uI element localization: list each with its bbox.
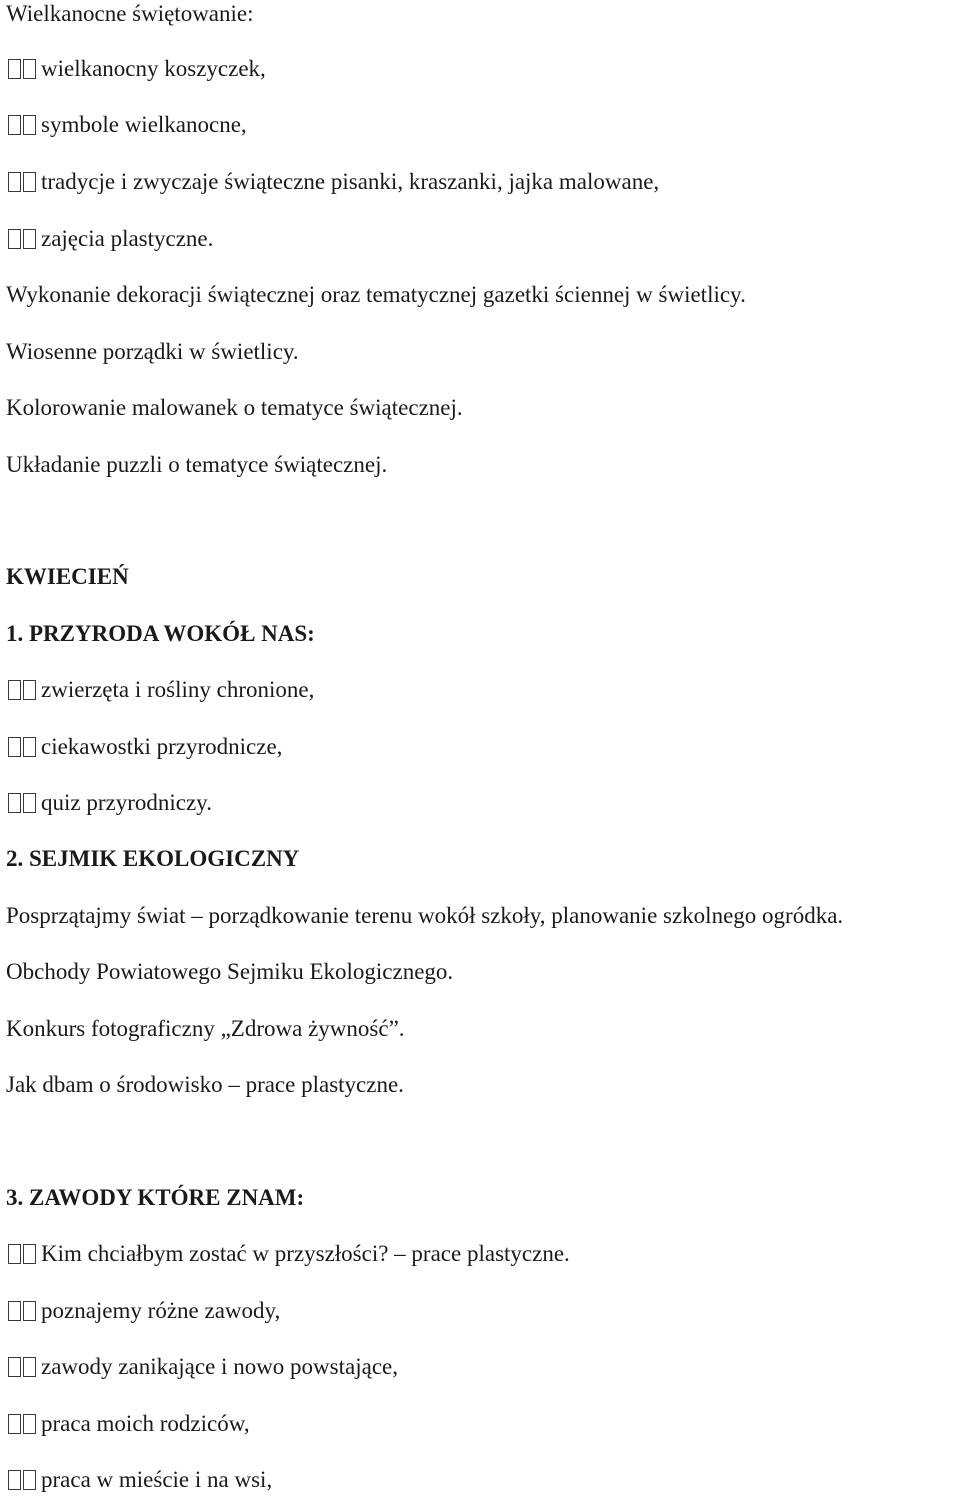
list-item: [8, 225, 213, 253]
list-item: [8, 1240, 570, 1268]
bullet-glyph-icon: [8, 1410, 38, 1438]
list-item: [8, 55, 266, 83]
paragraph: Kolorowanie malowanek o tematyce świątecznej.: [6, 395, 463, 420]
bullet-glyph-icon: [8, 55, 38, 83]
list-item: [8, 1297, 280, 1325]
list-item-text: tradycje i zwyczaje świąteczne pisanki, kraszanki, jajka malowane,: [41, 169, 660, 194]
list-item-text: zawody zanikające i nowo powstające,: [41, 1354, 398, 1379]
bullet-glyph-icon: [8, 1297, 38, 1325]
paragraph: Układanie puzzli o tematyce świątecznej.: [6, 452, 388, 477]
list-item: [8, 789, 212, 817]
list-item-text: zwierzęta i rośliny chronione,: [41, 677, 315, 702]
paragraph: Wiosenne porządki w świetlicy.: [6, 339, 299, 364]
month-heading: KWIECIEŃ: [6, 564, 129, 589]
list-item: [8, 733, 282, 761]
paragraph: Obchody Powiatowego Sejmiku Ekologicznego.: [6, 959, 454, 984]
list-item-text: praca w mieście i na wsi,: [41, 1467, 273, 1492]
list-item-text: wielkanocny koszyczek,: [41, 56, 266, 81]
list-item: [8, 1410, 250, 1438]
bullet-glyph-icon: [8, 1353, 38, 1381]
bullet-glyph-icon: [8, 111, 38, 139]
bullet-glyph-icon: [8, 1466, 38, 1494]
bullet-glyph-icon: [8, 1240, 38, 1268]
list-item: [8, 676, 314, 704]
list-item-text: symbole wielkanocne,: [41, 112, 247, 137]
heading-easter-celebration: Wielkanocne świętowanie:: [6, 1, 254, 26]
bullet-glyph-icon: [8, 789, 38, 817]
bullet-glyph-icon: [8, 733, 38, 761]
list-item-text: quiz przyrodniczy.: [41, 790, 212, 815]
bullet-glyph-icon: [8, 676, 38, 704]
list-item: [8, 1466, 272, 1494]
section-heading: 1. PRZYRODA WOKÓŁ NAS:: [6, 621, 315, 646]
bullet-glyph-icon: [8, 168, 38, 196]
section-heading: 3. ZAWODY KTÓRE ZNAM:: [6, 1185, 305, 1210]
paragraph: Konkurs fotograficzny „Zdrowa żywność”.: [6, 1016, 405, 1041]
bullet-glyph-icon: [8, 225, 38, 253]
list-item-text: Kim chciałbym zostać w przyszłości? – prace plastyczne.: [41, 1241, 570, 1266]
list-item: [8, 1353, 398, 1381]
list-item: [8, 111, 247, 139]
list-item-text: poznajemy różne zawody,: [41, 1298, 281, 1323]
list-item-text: zajęcia plastyczne.: [41, 226, 214, 251]
section-heading: 2. SEJMIK EKOLOGICZNY: [6, 846, 300, 871]
paragraph: Posprzątajmy świat – porządkowanie terenu wokół szkoły, planowanie szkolnego ogródka.: [6, 903, 844, 928]
list-item-text: ciekawostki przyrodnicze,: [41, 734, 283, 759]
paragraph: Jak dbam o środowisko – prace plastyczne.: [6, 1072, 404, 1097]
paragraph: Wykonanie dekoracji świątecznej oraz tematycznej gazetki ściennej w świetlicy.: [6, 282, 746, 307]
list-item: [8, 168, 659, 196]
list-item-text: praca moich rodziców,: [41, 1411, 250, 1436]
